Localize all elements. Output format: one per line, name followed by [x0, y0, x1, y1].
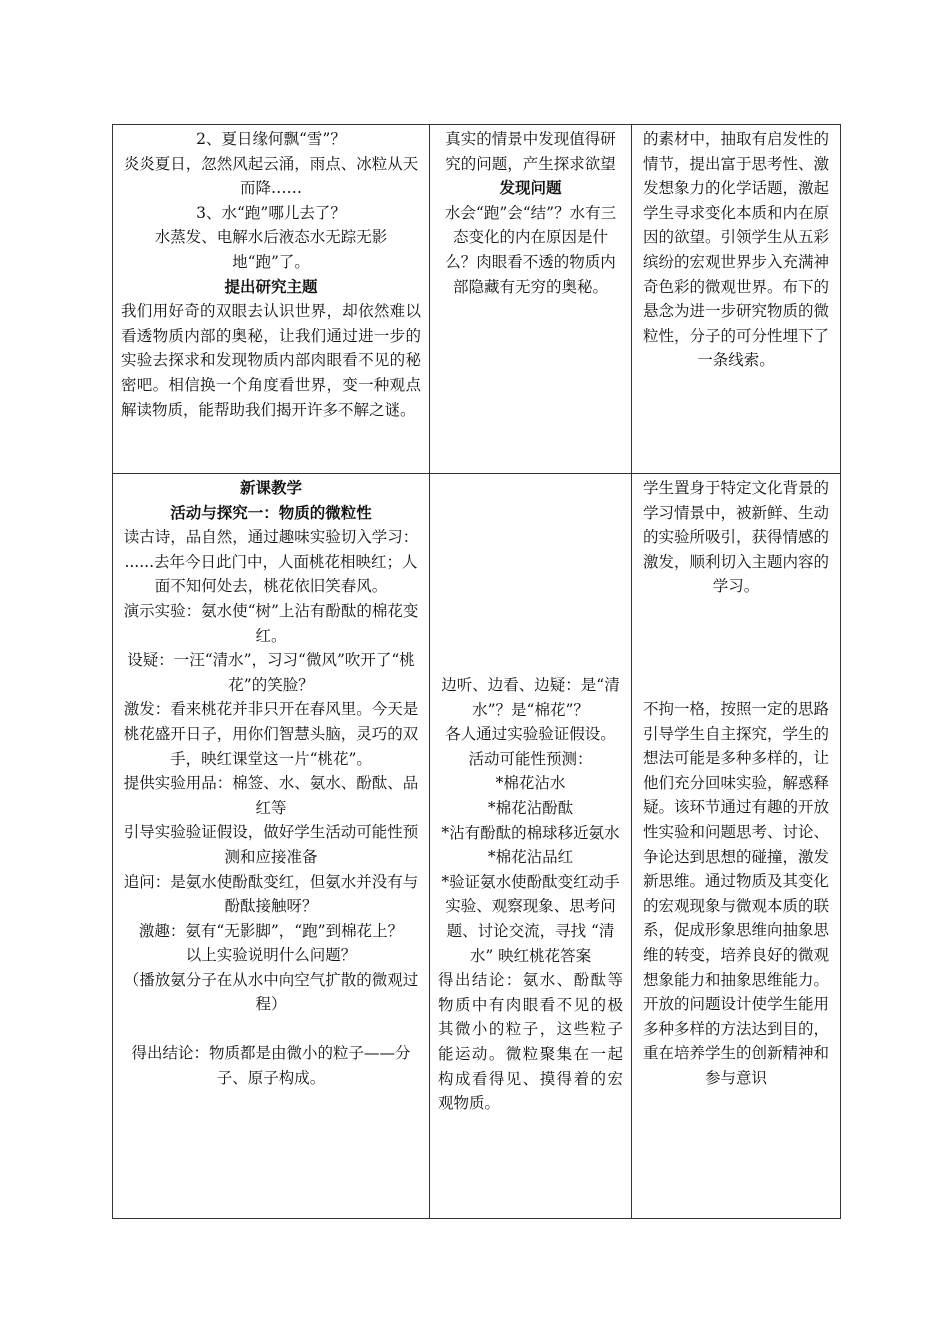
spacer — [121, 1017, 421, 1041]
prediction-item: *棉花沾酚酞 — [487, 798, 574, 817]
question-2-desc: 炎炎夏日，忽然风起云涌，雨点、冰粒从天而降…… — [123, 154, 419, 198]
teacher-text: 提供实验用品：棉签、水、氨水、酚酞、品红等 — [123, 774, 419, 817]
spacer — [438, 476, 623, 673]
teacher-text: 引导实验验证假设，做好学生活动可能性预测和应接准备 — [123, 823, 419, 866]
question-3-desc: 水蒸发、电解水后液态水无踪无影地“跑”了。 — [154, 228, 388, 271]
design-intent-cell — [632, 125, 841, 474]
question-2: 2、夏日缘何飘“雪”？ — [196, 130, 346, 148]
teacher-text: 设疑：一汪“清水”，习习“微风”吹开了“桃花”的笑脸？ — [127, 651, 415, 694]
section-heading: 提出研究主题 — [224, 276, 318, 296]
design-intent-cell — [632, 474, 841, 1219]
teacher-activity-cell — [113, 474, 430, 1219]
student-text: 真实的情景中发现值得研究的问题，产生探求欲望 — [445, 130, 616, 173]
section-heading: 新课教学 — [239, 478, 302, 497]
spacer — [640, 599, 832, 697]
teacher-activity-cell — [113, 125, 430, 474]
topic-paragraph: 我们用好奇的双眼去认识世界，却依然难以看透物质内部的奥秘，让我们通过进一步的实验去探求和发现物质内部肉眼看不见的秘密吧。相信换一个角度看世界，变一种观点解读物质，能帮助我们揭开许多不解之谜。 — [121, 302, 421, 419]
activity-heading: 活动与探究一：物质的微粒性 — [170, 502, 372, 522]
conclusion-text: 得出结论：物质都是由微小的粒子——分子、原子构成。 — [131, 1044, 411, 1087]
intent-text: 学生置身于特定文化背景的学习情景中，被新鲜、生动的实验所吸引，获得情感的激发，顺利切入主题内容的学习。 — [642, 479, 829, 596]
teacher-text: 追问：是氨水使酚酞变红，但氨水并没有与酚酞接触呀？ — [123, 872, 419, 916]
teacher-text: 以上实验说明什么问题？ — [185, 946, 357, 965]
table-row — [113, 125, 841, 474]
teacher-text: 激发：看来桃花并非只开在春风里。今天是桃花盛开日子，用你们智慧头脑，灵巧的双手，映红课堂这一片“桃花”。 — [123, 700, 419, 768]
student-activity-cell — [430, 474, 632, 1219]
conclusion-text: 得出结论：氨水、酚酞等物质中有肉眼看不见的极其微小的粒子，这些粒子能运动。微粒聚集在一起构成看得见、摸得着的宏观物质。 — [438, 971, 623, 1113]
lesson-plan-table — [112, 124, 841, 1219]
prediction-item: *沾有酚酞的棉球移近氨水 — [441, 823, 620, 842]
student-text: 各人通过实验验证假设。活动可能性预测： — [445, 725, 616, 768]
student-text: 边听、边看、边疑：是“清水”？是“棉花”？ — [441, 676, 620, 719]
question-3: 3、水“跑”哪儿去了？ — [196, 203, 346, 222]
table-row — [113, 474, 841, 1219]
student-activity-cell — [430, 125, 632, 474]
intent-text: 的素材中，抽取有启发性的情节，提出富于思考性、激发想象力的化学话题，激起学生寻求变化本质和内在原因的欲望。引领学生从五彩缤纷的宏观世界步入充满神奇色彩的微观世界。布下的悬念为进一步研究物质的微粒性，分子的可分性埋下了一条线索。 — [642, 130, 829, 370]
teacher-text: 激趣：氨有“无影脚”，“跑”到棉花上？ — [138, 921, 404, 940]
teacher-text: 演示实验：氨水使“树”上沾有酚酞的棉花变红。 — [123, 601, 419, 645]
intent-text: 不拘一格，按照一定的思路引导学生自主探究，学生的想法可能是多种多样的，让他们充分回味实验，解惑释疑。该环节通过有趣的开放性实验和问题思考、讨论、争论达到思想的碰撞，激发新思维。通过物质及其变化的宏观现象与微观本质的联系，促成形象思维向抽象思维的转变，培养良好的微观想象能力和抽象思维能力。开放的问题设计使学生能用多种多样的方法达到目的，重在培养学生的创新精神和参与意识 — [642, 699, 829, 1087]
poem-text: ......去年今日此门中，人面桃花相映红；人面不知何处去，桃花依旧笑春风。 — [124, 552, 418, 596]
teacher-text: （播放氨分子在从水中向空气扩散的微观过程） — [123, 970, 419, 1014]
section-heading: 发现问题 — [499, 178, 562, 198]
prediction-item: *验证氨水使酚酞变红动手实验、观察现象、思考问题、讨论交流，寻找 “清水” 映红桃花答案 — [441, 872, 620, 965]
prediction-item: *棉花沾品红 — [487, 848, 574, 867]
student-text: 水会“跑”会“结”？水有三态变化的内在原因是什么？肉眼看不透的物质内部隐藏有无穷的奥秘。 — [444, 203, 617, 296]
teacher-text: 读古诗，品自然，通过趣味实验切入学习： — [123, 528, 419, 547]
prediction-item: *棉花沾水 — [495, 774, 566, 793]
